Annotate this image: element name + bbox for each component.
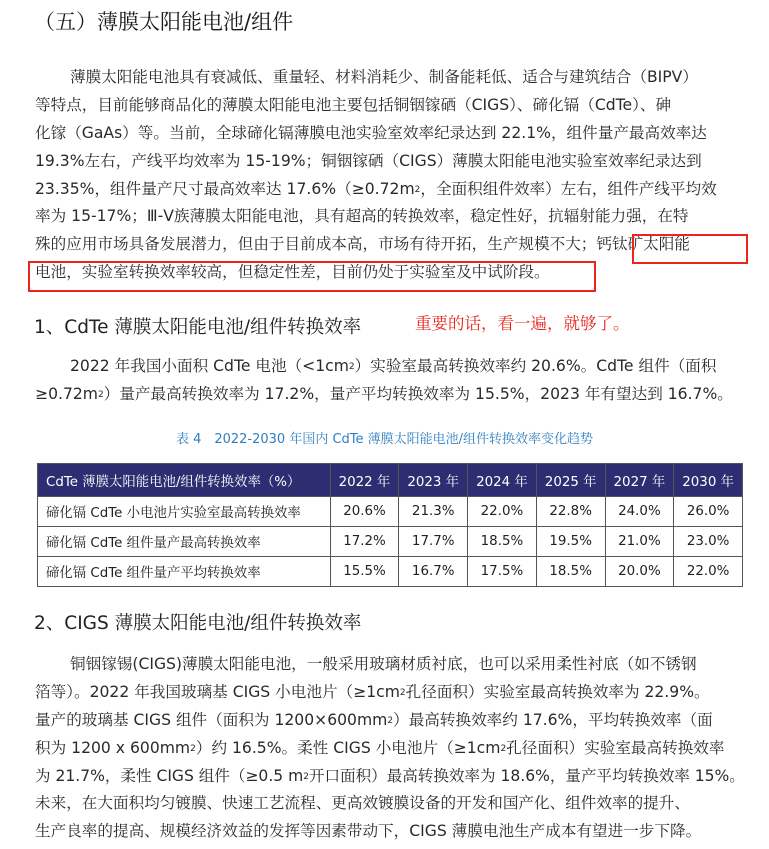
table-header-cell: 2030 年 <box>674 464 743 497</box>
table-header-cell: 2027 年 <box>605 464 674 497</box>
intro-line: 率为 15-17%；Ⅲ-Ⅴ族薄膜太阳能电池，具有超高的转换效率，稳定性好，抗辐射能力强，在特 <box>35 207 689 226</box>
table-cell: 21.3% <box>399 497 468 527</box>
table-header-cell: 2024 年 <box>468 464 537 497</box>
section-title: （五）薄膜太阳能电池/组件 <box>34 10 294 34</box>
table-cell: 18.5% <box>536 557 605 587</box>
table-cell: 17.2% <box>330 527 399 557</box>
cdte-line: 2022 年我国小面积 CdTe 电池$(<1cm^2)$实验室最高转换效率约 20.6%。CdTe 组件（面积 <box>70 357 717 375</box>
table-cell: 碲化镉 CdTe 组件量产最高转换效率 <box>38 527 331 557</box>
table-cell: 20.6% <box>330 497 399 527</box>
highlight-box-top <box>632 234 748 264</box>
table-cell: 碲化镉 CdTe 组件量产平均转换效率 <box>38 557 331 587</box>
intro-line: 等特点，目前能够商品化的薄膜太阳能电池主要包括铜铟镓硒（CIGS）、碲化镉（CdTe）、砷 <box>35 95 672 114</box>
table-cell: 17.7% <box>399 527 468 557</box>
subsection-title-cdte: 1、CdTe 薄膜太阳能电池/组件转换效率 <box>34 317 362 338</box>
table-header-row <box>38 464 743 497</box>
table-cell: 26.0% <box>674 497 743 527</box>
table-header-cell: 2025 年 <box>536 464 605 497</box>
cigs-line: 未来，在大面积均匀镀膜、快速工艺流程、更高效镀膜设备的开发和国产化、组件效率的提升、 <box>35 794 690 813</box>
cigs-line: 铜铟镓锡(CIGS)薄膜太阳能电池，一般采用玻璃材质衬底，也可以采用柔性衬底（如不锈钢 <box>70 655 697 673</box>
table-cell: 22.0% <box>674 557 743 587</box>
cigs-paragraph <box>35 651 745 846</box>
table-cell: 16.7% <box>399 557 468 587</box>
table-cell: 23.0% <box>674 527 743 557</box>
intro-line: 23.35%，组件量产尺寸最高效率达 $17.6\%(\ge 0.72m^2$，全面积组件效率）左右，组件产线平均效 <box>35 179 717 198</box>
intro-line: 薄膜太阳能电池具有衰减低、重量轻、材料消耗少、制备能耗低、适合与建筑结合（BIPV） <box>70 68 698 86</box>
intro-line: 电池，实验室转换效率较高，但稳定性差，目前仍处于实验室及中试阶段。 <box>35 263 550 282</box>
table-cell: 22.8% <box>536 497 605 527</box>
table-cell: 15.5% <box>330 557 399 587</box>
intro-line: 19.3%左右，产线平均效率为 15-19%；铜铟镓硒（CIGS）薄膜太阳能电池实验室效率纪录达到 <box>35 151 702 170</box>
table-cell: 19.5% <box>536 527 605 557</box>
table-row <box>38 527 743 557</box>
table-cell: 碲化镉 CdTe 小电池片实验室最高转换效率 <box>38 497 331 527</box>
table-cell: 24.0% <box>605 497 674 527</box>
efficiency-table <box>37 463 743 587</box>
cigs-line: 量产的玻璃基 CIGS 组件（面积为 $1200\times 600mm^2$）最高转换效率约 17.6%，平均转换效率（面 <box>35 710 713 729</box>
table-cell: 20.0% <box>605 557 674 587</box>
table-row <box>38 557 743 587</box>
cigs-line: 箔等）。2022 年我国玻璃基 CIGS 小电池片（$\ge 1cm^2$孔径面积）实验室最高转换效率为 22.9%。 <box>35 682 710 701</box>
subsection-title-cigs: 2、CIGS 薄膜太阳能电池/组件转换效率 <box>34 613 362 634</box>
table-cell: 18.5% <box>468 527 537 557</box>
table-cell: 17.5% <box>468 557 537 587</box>
table-header-cell: 2022 年 <box>330 464 399 497</box>
annotation-note: 重要的话，看一遍，就够了。 <box>415 314 630 333</box>
table-row <box>38 497 743 527</box>
cigs-line: 积为 1200 x $600mm^2$）约 16.5%。柔性 CIGS 小电池片（$\ge 1cm^2$孔径面积）实验室最高转换效率 <box>35 738 725 757</box>
intro-line: 殊的应用市场具备发展潜力，但由于目前成本高，市场有待开拓，生产规模不大；钙钛矿太阳能 <box>35 235 690 254</box>
table-header-cell: CdTe 薄膜太阳能电池/组件转换效率（%） <box>38 464 331 497</box>
highlight-box-bottom <box>28 261 596 292</box>
table-caption: 表 4 2022-2030 年国内 CdTe 薄膜太阳能电池/组件转换效率变化趋势 <box>175 432 594 447</box>
table-header-cell: 2023 年 <box>399 464 468 497</box>
table-cell: 21.0% <box>605 527 674 557</box>
cigs-line: 为 21.7%，柔性 CIGS 组件（≥0.5 $m^2$开口面积）最高转换效率为 18.6%，量产平均转换效率 15%。 <box>35 766 745 785</box>
cdte-paragraph <box>35 353 745 409</box>
cdte-line: $\ge 0.72m^2$）量产最高转换效率为 17.2%，量产平均转换效率为 15.5%，2023 年有望达到 16.7%。 <box>35 384 733 403</box>
cigs-line: 生产良率的提高、规模经济效益的发挥等因素带动下，CIGS 薄膜电池生产成本有望进一步下降。 <box>35 822 702 841</box>
table-cell: 22.0% <box>468 497 537 527</box>
intro-line: 化镓（GaAs）等。当前，全球碲化镉薄膜电池实验室效率纪录达到 22.1%，组件量产最高效率达 <box>35 123 707 142</box>
